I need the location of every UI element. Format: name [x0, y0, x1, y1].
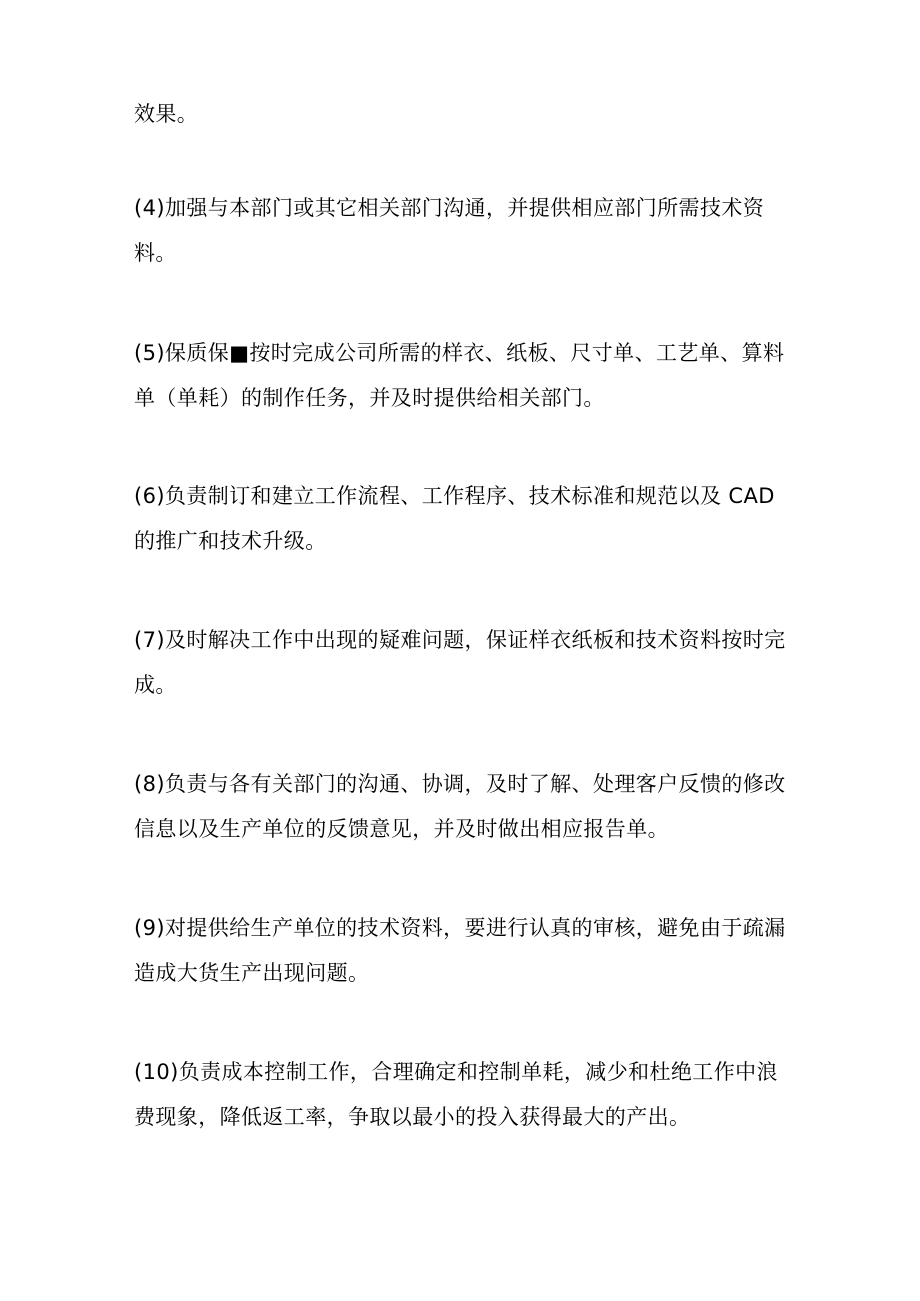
paragraph-line: (8)负责与各有关部门的沟通、协调，及时了解、处理客户反愦的修改	[134, 772, 786, 796]
paragraph-line: (9)对提供给生产单位的技术资料，要进行认真的审核，避免由于疏漏	[134, 916, 786, 940]
paragraph-line: 单（单耗）的制作任务，并及时提供给相关部门。	[134, 386, 605, 410]
paragraph-line: 料。	[134, 241, 177, 265]
paragraph-item-7	[134, 618, 794, 708]
paragraph-line: 信息以及生产单位的反馈意见，并及时做出相应报告单。	[134, 817, 669, 841]
paragraph-item-5	[134, 331, 794, 421]
paragraph-line: (5)保质保■按时完成公司所需的样衣、纸板、尺寸单、工艺单、算料	[134, 341, 785, 365]
paragraph-line: (4)加强与本部门或其它相关部门沟通，并提供相应部门所需技术资	[134, 196, 765, 220]
paragraph-line: 造成大货生产出现问题。	[134, 961, 370, 985]
paragraph-item-9	[134, 906, 794, 996]
paragraph-line: (7)及时解决工作中出现的疑难问题，保证样衣纸板和技术资料按时完	[134, 628, 786, 652]
paragraph-line: 效果。	[134, 102, 199, 126]
paragraph-line: (10)负责成本控制工作，合理确定和控制单耗，减少和杜绝工作中浪	[134, 1060, 778, 1084]
paragraph-effect	[134, 92, 794, 137]
paragraph-line: (6)负责制订和建立工作流程、工作程序、技术标准和规范以及 CAD	[134, 484, 775, 508]
paragraph-line: 费现象，降低返工率，争取以最小的投入获得最大的产出。	[134, 1105, 691, 1129]
paragraph-item-10	[134, 1050, 794, 1140]
paragraph-line: 成。	[134, 673, 177, 697]
paragraph-item-8	[134, 762, 794, 852]
paragraph-item-4	[134, 186, 794, 276]
paragraph-item-6	[134, 474, 794, 564]
paragraph-line: 的推广和技术升级。	[134, 529, 327, 553]
